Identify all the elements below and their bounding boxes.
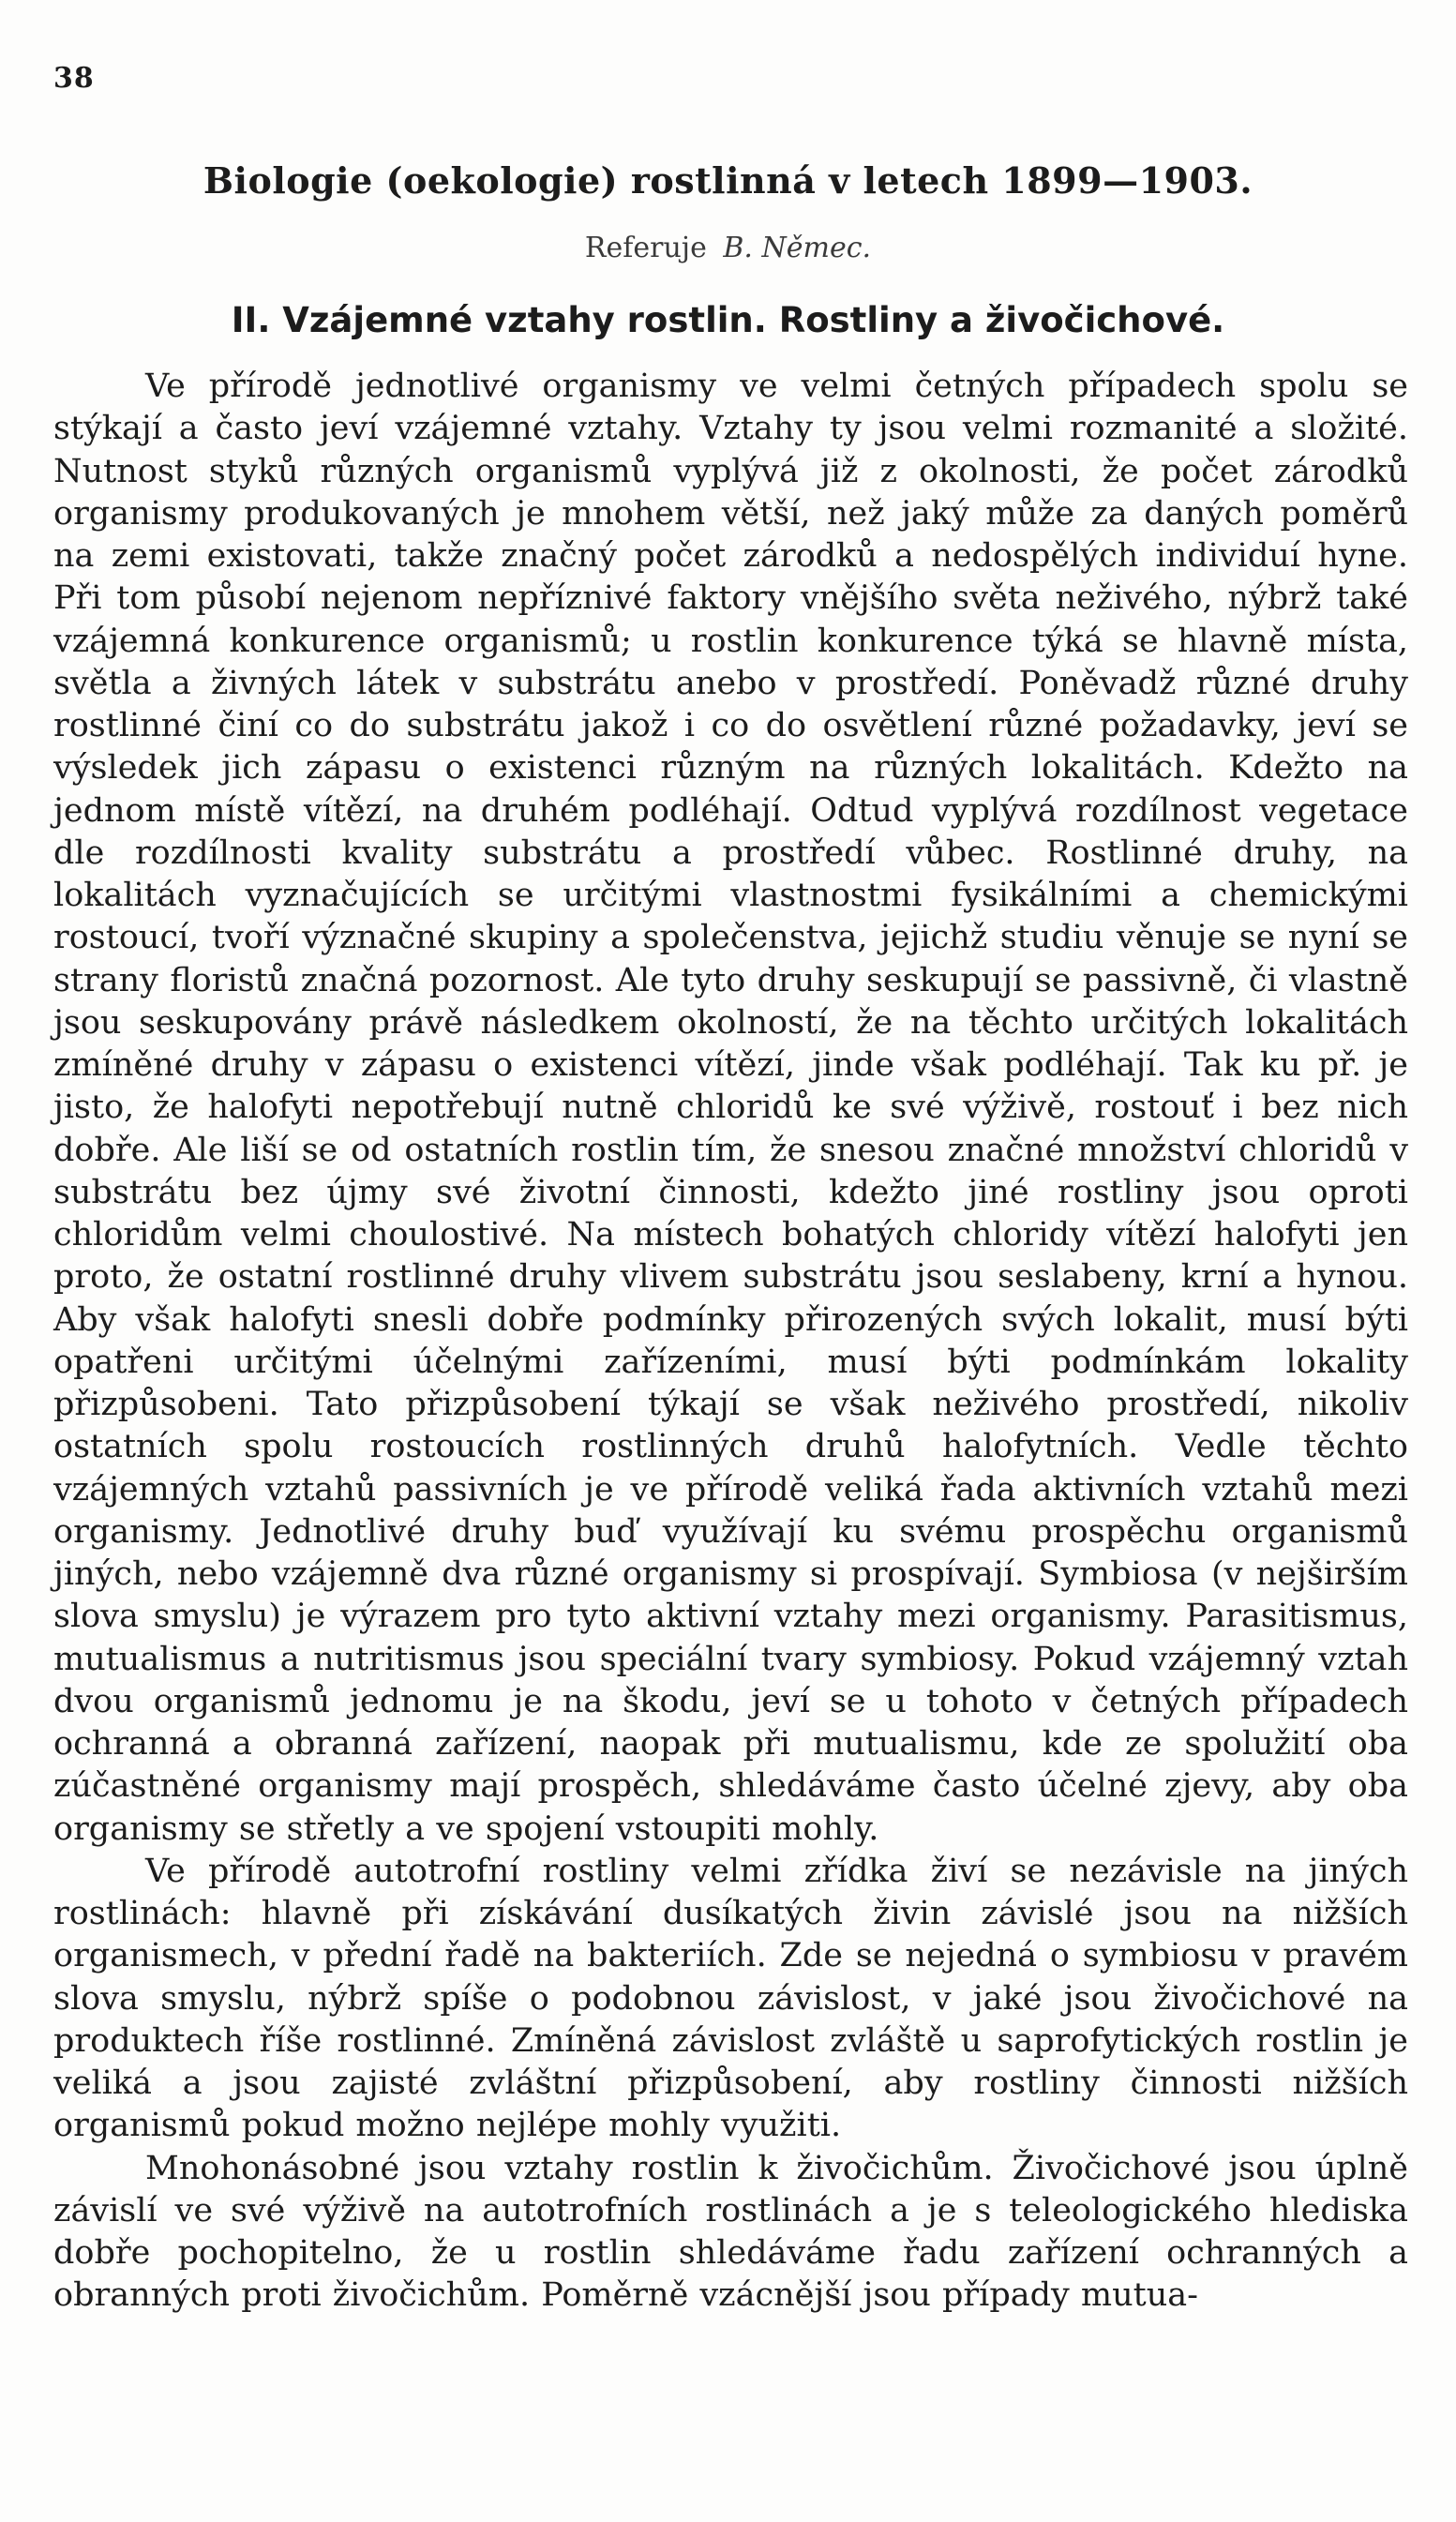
body-text <box>53 366 1408 2318</box>
paragraph: Ve přírodě jednotlivé organismy ve velmi četných případech spolu se stýkají a často jeví vzájemné vztahy. Vztahy ty jsou velmi rozmanité a složité. Nutnost styků různých organismů vyplývá již z okolnosti, že počet zárodků organismy produkovaných je mnohem větší, než jaký může za daných poměrů na zemi existovati, takže značný počet zárodků a nedospělých individuí hyne. Při tom působí nejenom nepříznivé faktory vnějšího světa neživého, nýbrž také vzájemná konkurence organismů; u rostlin konkurence týká se hlavně místa, světla a živných látek v substrátu anebo v prostředí. Poněvadž různé druhy rostlinné činí co do substrátu jakož i co do osvětlení různé požadavky, jeví se výsledek jich zápasu o existenci různým na různých lokalitách. Kdežto na jednom místě vítězí, na druhém podléhají. Odtud vyplývá rozdílnost vegetace dle rozdílnosti kvality substrátu a prostředí vůbec. Rostlinné druhy, na lokalitách vyznačujících se určitými vlastnostmi fysikálními a chemickými rostoucí, tvoří význačné skupiny a společenstva, jejichž studiu věnuje se nyní se strany floristů značná pozornost. Ale tyto druhy seskupují se passivně, či vlastně jsou seskupovány právě následkem okolností, že na těchto určitých lokalitách zmíněné druhy v zápasu o existenci vítězí, jinde však podléhají. Tak ku př. je jisto, že halofyti nepotřebují nutně chloridů ke své výživě, rostouť i bez nich dobře. Ale liší se od ostatních rostlin tím, že snesou značné množství chloridů v substrátu bez újmy své životní činnosti, kdežto jiné rostliny jsou oproti chloridům velmi choulostivé. Na místech bohatých chloridy vítězí halofyti jen proto, že ostatní rostlinné druhy vlivem substrátu jsou seslabeny, krní a hynou. Aby však halofyti snesli dobře podmínky přirozených svých lokalit, musí býti opatřeni určitými účelnými zařízeními, musí býti podmínkám lokality přizpůsobeni. Tato přizpůsobení týkají se však neživého prostředí, nikoliv ostatních spolu rostoucích rostlinných druhů halofytních. Vedle těchto vzájemných vztahů passivních je ve přírodě veliká řada aktivních vztahů mezi organismy. Jednotlivé druhy buď využívají ku svému prospěchu organismů jiných, nebo vzájemně dva různé organismy si prospívají. Symbiosa (v nejširším slova smyslu) je výrazem pro tyto aktivní vztahy mezi organismy. Parasitismus, mutualismus a nutritismus jsou speciální tvary symbiosy. Pokud vzájemný vztah dvou organismů jednomu je na škodu, jeví se u tohoto v četných případech ochranná a obranná zařízení, naopak při mutualismu, kde ze spolužití oba zúčastněné organismy mají prospěch, shledáváme často účelné zjevy, aby oba organismy se střetly a ve spojení vstoupiti mohly. <box>53 368 1408 1848</box>
byline-author: B. Němec. <box>723 232 872 264</box>
section-heading: II. Vzájemné vztahy rostlin. Rostliny a živočichové. <box>231 300 1225 340</box>
byline-prefix: Referuje <box>584 232 707 264</box>
page-number: 38 <box>53 62 95 95</box>
byline <box>0 232 1456 264</box>
article-title: Biologie (oekologie) rostlinná v letech 1899—1903. <box>203 159 1253 202</box>
paragraph: Ve přírodě autotrofní rostliny velmi zřídka živí se nezávisle na jiných rostlinách: hlavně při získávání dusíkatých živin závislé jsou na nižších organismech, v přední řadě na bakteriích. Zde se nejedná o symbiosu v pravém slova smyslu, nýbrž spíše o podobnou závislost, v jaké jsou živočichové na produktech říše rostlinné. Zmíněná závislost zvláště u saprofytických rostlin je veliká a jsou zajisté zvláštní přizpůsobení, aby rostliny činnosti nižších organismů pokud možno nejlépe mohly využiti. <box>53 1852 1408 2145</box>
paragraph: Mnohonásobné jsou vztahy rostlin k živočichům. Živočichové jsou úplně závislí ve své výživě na autotrofních rostlinách a je s teleologického hlediska dobře pochopitelno, že u rostlin shledáváme řadu zařízení ochranných a obranných proti živočichům. Poměrně vzácnější jsou případy mutua- <box>53 2149 1408 2315</box>
